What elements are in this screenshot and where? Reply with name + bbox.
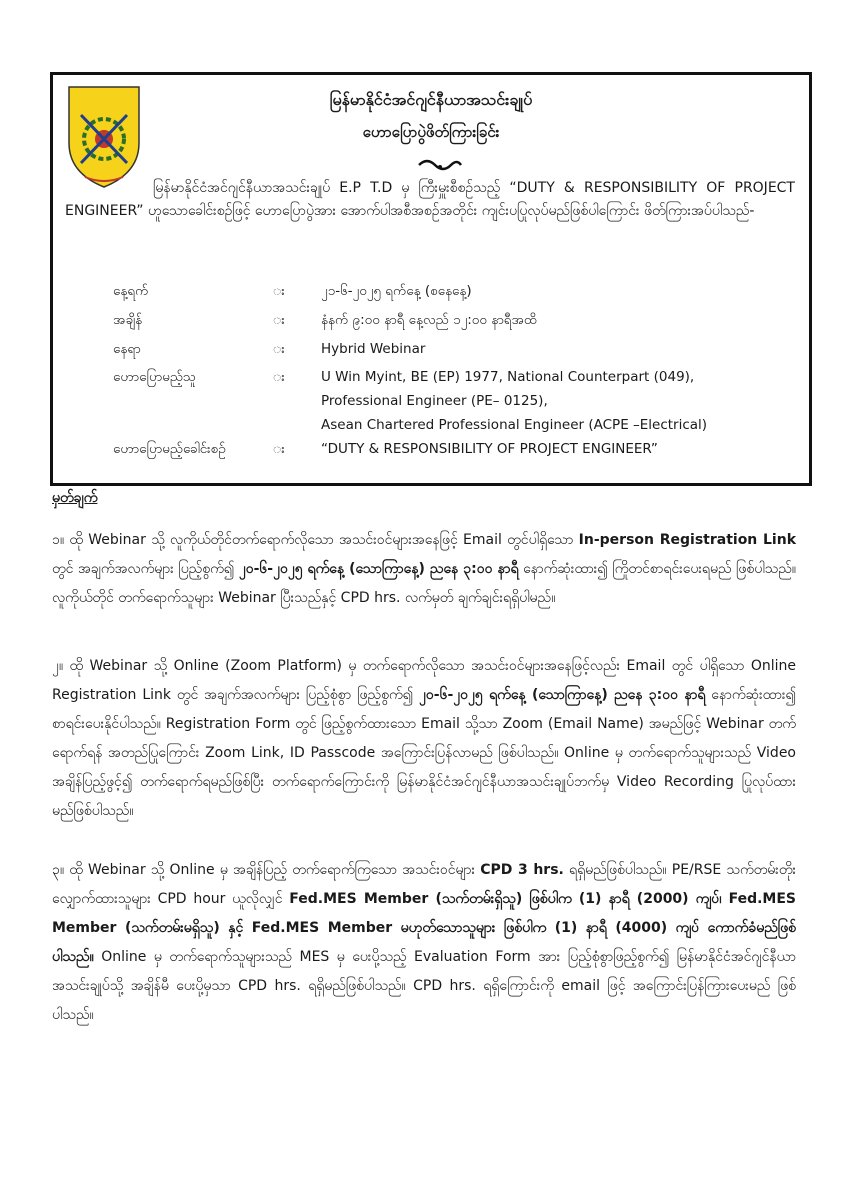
notes-heading: မှတ်ချက်: [52, 490, 98, 506]
page-title: မြန်မာနိုင်ငံအင်ဂျင်နီယာအသင်းချုပ်: [329, 90, 533, 109]
note-text: တွင် အချက်အလက်များ ပြည့်စွက်၍: [52, 561, 239, 577]
note-text: ရရှိမည်ဖြစ်ပါသည်။ PE/RSE သက်တမ်းတိုးလျှောက်ထားသူများ CPD hour ယူလိုလျှင်: [52, 862, 797, 907]
detail-value: ၂၁-၆-၂၀၂၅ ရက်နေ့ (စနေနေ့): [321, 283, 472, 299]
note-paragraph-2: [52, 652, 796, 826]
note-bold: Fed.MES Member (သက်တမ်းရှိသူ) ဖြစ်ပါက (1) နာရီ (2000) ကျပ်၊ Fed.MES Member (သက်တမ်းမရှိသူ) နှင့် Fed.MES Member မဟုတ်သောသူများ ဖြစ်ပါက (1) နာရီ (4000) ကျပ် ကောက်ခံမည်ဖြစ်ပါသည်။: [52, 891, 796, 965]
note-text: ၃။ ထို Webinar သို့ Online မှ အချိန်ပြည့် တက်ရောက်ကြသော အသင်းဝင်များ: [52, 862, 481, 878]
detail-label: ဟောပြောမည့်ခေါင်းစဉ်: [113, 441, 226, 457]
note-bold: ၂၀-၆-၂၀၂၅ ရက်နေ့ (သောကြာနေ့) ညနေ ၃:၀၀ နာရီ: [419, 687, 706, 703]
detail-row-topic: [113, 436, 793, 462]
page-subtitle: ဟောပြောပွဲဖိတ်ကြားခြင်း: [362, 123, 500, 141]
ornament-icon: [415, 155, 465, 173]
note-bold: CPD 3 hrs.: [480, 862, 564, 878]
note-paragraph-1: [52, 526, 796, 613]
note-bold: In-person Registration Link: [578, 532, 797, 548]
detail-colon: း: [273, 441, 285, 457]
detail-label: နေရာ: [113, 341, 141, 357]
detail-value: Asean Chartered Professional Engineer (ACPE –Electrical): [321, 417, 708, 433]
detail-value: U Win Myint, BE (EP) 1977, National Counterpart (049),: [321, 369, 695, 385]
detail-row-date: [113, 278, 793, 304]
detail-label: အချိန်: [113, 312, 143, 328]
note-bold: ၂၀-၆-၂၀၂၅ ရက်နေ့ (သောကြာနေ့) ညနေ ၃:၀၀ နာရီ: [238, 561, 519, 577]
detail-value: “DUTY & RESPONSIBILITY OF PROJECT ENGINEER”: [321, 441, 658, 457]
detail-colon: း: [273, 369, 285, 385]
intro-paragraph: မြန်မာနိုင်ငံအင်ဂျင်နီယာအသင်းချုပ် E.P T.D မှ ကြီးမှူးစီစဉ်သည့် “DUTY & RESPONSIBILITY OF PROJECT ENGINEER” ဟူသောခေါင်းစဉ်ဖြင့် ဟောပြောပွဲအား အောက်ပါအစီအစဉ်အတိုင်း ကျင်းပပြုလုပ်မည်ဖြစ်ပါကြောင်း ဖိတ်ကြားအပ်ပါသည်-: [65, 180, 795, 219]
detail-label: နေ့ရက်: [113, 283, 149, 299]
detail-row-time: [113, 307, 793, 333]
detail-colon: း: [273, 283, 285, 299]
detail-colon: း: [273, 312, 285, 328]
detail-value: နံနက် ၉:၀၀ နာရီ နေ့လည် ၁၂:၀၀ နာရီအထိ: [321, 312, 537, 328]
detail-row-speaker: [113, 364, 793, 444]
detail-colon: း: [273, 341, 285, 357]
event-details-list: [113, 278, 793, 468]
note-paragraph-3: [52, 856, 796, 1030]
note-text: ၁။ ထို Webinar သို့ လူကိုယ်တိုင်တက်ရောက်လိုသော အသင်းဝင်များအနေဖြင့် Email တွင်ပါရှိသော: [52, 532, 579, 548]
note-text: Online မှ တက်ရောက်သူများသည် MES မှ ပေးပို့သည့် Evaluation Form အား ပြည့်စုံစွာဖြည့်စွက်၍ မြန်မာနိုင်ငံအင်ဂျင်နီယာအသင်းချုပ်သို့ အချိန်မီ ပေးပို့မှသာ CPD hrs. ရရှိမည်ဖြစ်ပါသည်။ CPD hrs. ရရှိကြောင်းကို email ဖြင့် အကြောင်းပြန်ကြားပေးမည် ဖြစ်ပါသည်။: [52, 949, 796, 1023]
note-text: နောက်ဆုံးထား၍ စာရင်းပေးနိုင်ပါသည်။ Registration Form တွင် ဖြည့်စွက်ထားသော Email သို့သာ Zoom (Email Name) အမည်ဖြင့် Webinar တက်ရောက်ရန် အတည်ပြုကြောင်း Zoom Link, ID Passcode အကြောင်းပြန်လာမည် ဖြစ်ပါသည်။ Online မှ တက်ရောက်သူများသည် Video အချိန်ပြည့်ဖွင့်၍ တက်ရောက်ရမည်ဖြစ်ပြီး တက်ရောက်ကြောင်းကို မြန်မာနိုင်ငံအင်ဂျင်နီယာအသင်းချုပ်ဘက်မှ Video Recording ပြုလုပ်ထားမည်ဖြစ်ပါသည်။: [52, 687, 796, 819]
detail-label: ဟောပြောမည့်သူ: [113, 369, 197, 385]
note-text: ၂။ ထို Webinar သို့ Online (Zoom Platform) မှ တက်ရောက်လိုသော အသင်းဝင်များအနေဖြင့်လည်း Email တွင် ပါရှိသော Online Registration Link တွင် အချက်အလက်များ ပြည့်စုံစွာ ဖြည့်စွက်၍: [52, 658, 796, 703]
detail-value: Professional Engineer (PE– 0125),: [321, 393, 548, 409]
note-text: နောက်ဆုံးထား၍ ကြိုတင်စာရင်းပေးရမည် ဖြစ်ပါသည်။ လူကိုယ်တိုင် တက်ရောက်သူများ Webinar ပြီးသည်နှင့် CPD hrs. လက်မှတ် ချက်ချင်းရရှိပါမည်။: [52, 561, 796, 606]
detail-row-venue: [113, 336, 793, 362]
detail-value: Hybrid Webinar: [321, 341, 426, 357]
